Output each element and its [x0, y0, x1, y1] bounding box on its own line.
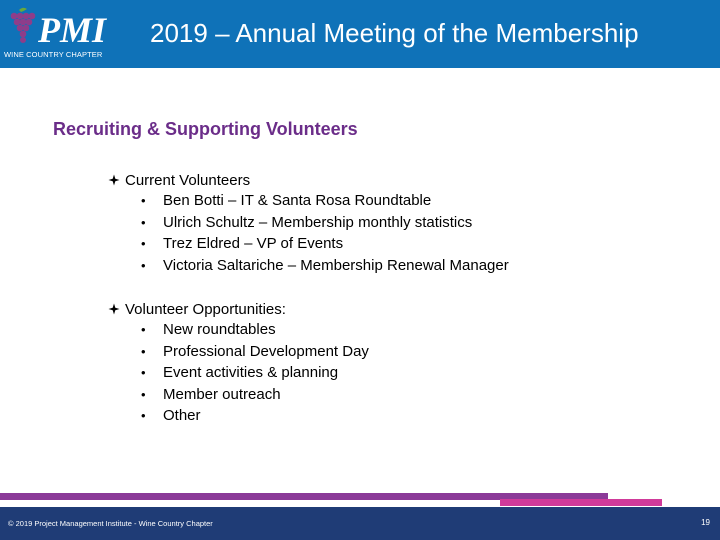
list-item-text: Ben Botti – IT & Santa Rosa Roundtable — [163, 192, 432, 210]
slide-header — [0, 0, 720, 68]
diamond-icon — [108, 174, 120, 186]
bullet-icon: • — [141, 193, 146, 209]
grapes-icon — [11, 8, 36, 43]
bullet-icon: • — [141, 386, 146, 402]
opportunity-list — [108, 319, 369, 427]
volunteer-opportunities-section — [108, 299, 369, 427]
list-item-text: Event activities & planning — [163, 364, 339, 382]
list-item-text: Member outreach — [163, 385, 281, 403]
chapter-name: WINE COUNTRY CHAPTER — [4, 50, 103, 59]
bullet-icon: • — [141, 408, 146, 424]
list-item — [108, 233, 509, 255]
group-heading — [108, 170, 509, 190]
list-item — [108, 212, 509, 234]
list-item — [108, 255, 509, 277]
diamond-icon — [108, 303, 120, 315]
page-number: 19 — [701, 518, 710, 527]
bullet-icon: • — [141, 214, 146, 230]
bullet-icon: • — [141, 322, 146, 338]
list-item — [108, 341, 369, 363]
group-heading-text: Current Volunteers — [125, 171, 251, 189]
current-volunteers-section — [108, 170, 509, 276]
list-item-text: Other — [163, 407, 201, 425]
list-item-text: Professional Development Day — [163, 342, 369, 360]
section-title: Recruiting & Supporting Volunteers — [53, 119, 358, 139]
footer-copyright: © 2019 Project Management Institute - Wine Country Chapter — [8, 519, 213, 528]
list-item — [108, 362, 369, 384]
list-item-text: Trez Eldred – VP of Events — [163, 235, 344, 253]
volunteer-list — [108, 190, 509, 276]
list-item-text: Victoria Saltariche – Membership Renewal Manager — [163, 256, 509, 274]
page-title: 2019 – Annual Meeting of the Membership — [150, 18, 639, 48]
bullet-icon: • — [141, 365, 146, 381]
footer-accent-stripe-pink — [500, 499, 662, 506]
group-heading — [108, 299, 369, 319]
list-item — [108, 319, 369, 341]
group-heading-text: Volunteer Opportunities: — [125, 300, 286, 318]
list-item — [108, 405, 369, 427]
list-item — [108, 384, 369, 406]
list-item-text: New roundtables — [163, 321, 276, 339]
list-item — [108, 190, 509, 212]
bullet-icon: • — [141, 257, 146, 273]
bullet-icon: • — [141, 343, 146, 359]
list-item-text: Ulrich Schultz – Membership monthly statistics — [163, 213, 473, 231]
bullet-icon: • — [141, 236, 146, 252]
logo-wordmark: PMI — [38, 10, 107, 50]
